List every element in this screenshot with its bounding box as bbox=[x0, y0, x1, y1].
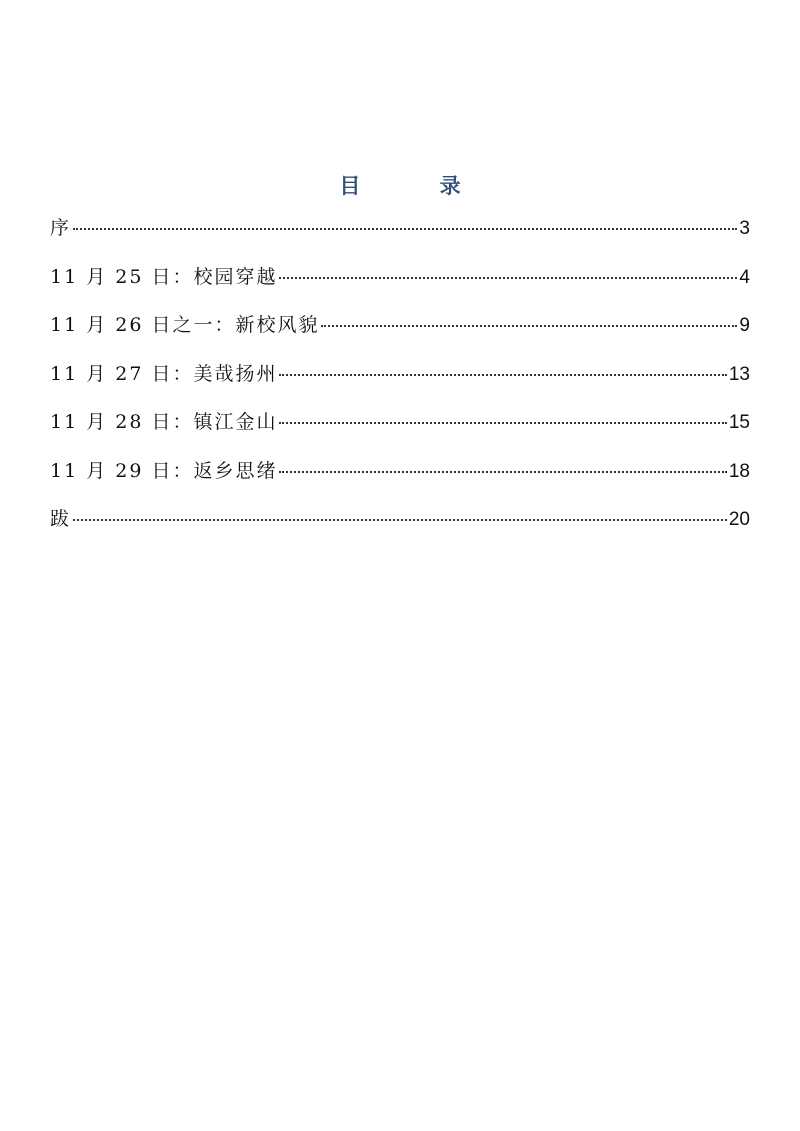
toc-entry-label: 11 月 27 日：美哉扬州 bbox=[50, 362, 278, 385]
toc-entry-preface[interactable] bbox=[50, 212, 750, 261]
toc-entry-nov26[interactable] bbox=[50, 309, 750, 358]
toc-entry-page: 13 bbox=[728, 363, 750, 385]
toc-entry-page: 3 bbox=[739, 218, 750, 239]
toc-title: 目 录 bbox=[339, 173, 497, 198]
toc-leader-dots bbox=[279, 277, 737, 279]
toc-entry-label: 序 bbox=[50, 217, 72, 239]
toc-entry-nov27[interactable] bbox=[50, 358, 750, 407]
toc-entry-nov29[interactable] bbox=[50, 455, 750, 504]
toc-leader-dots bbox=[73, 519, 727, 521]
toc-entry-label: 11 月 25 日：校园穿越 bbox=[50, 265, 278, 288]
toc-entry-postscript[interactable] bbox=[50, 503, 750, 552]
toc-leader-dots bbox=[321, 325, 737, 327]
toc-list bbox=[50, 212, 750, 552]
toc-entry-label: 11 月 28 日：镇江金山 bbox=[50, 411, 278, 433]
toc-entry-label: 11 月 29 日：返乡思绪 bbox=[50, 459, 278, 482]
toc-leader-dots bbox=[279, 422, 726, 424]
toc-entry-page: 4 bbox=[739, 266, 750, 288]
toc-entry-nov28[interactable] bbox=[50, 406, 750, 455]
toc-leader-dots bbox=[73, 228, 737, 230]
toc-leader-dots bbox=[279, 374, 726, 376]
toc-entry-label: 11 月 26 日之一：新校风貌 bbox=[50, 314, 320, 336]
toc-entry-page: 15 bbox=[728, 412, 750, 433]
toc-entry-page: 18 bbox=[728, 460, 750, 482]
toc-entry-nov25[interactable] bbox=[50, 261, 750, 310]
toc-entry-label: 跋 bbox=[50, 508, 72, 530]
toc-entry-page: 9 bbox=[739, 315, 750, 336]
toc-leader-dots bbox=[279, 471, 726, 473]
toc-entry-page: 20 bbox=[728, 509, 750, 530]
